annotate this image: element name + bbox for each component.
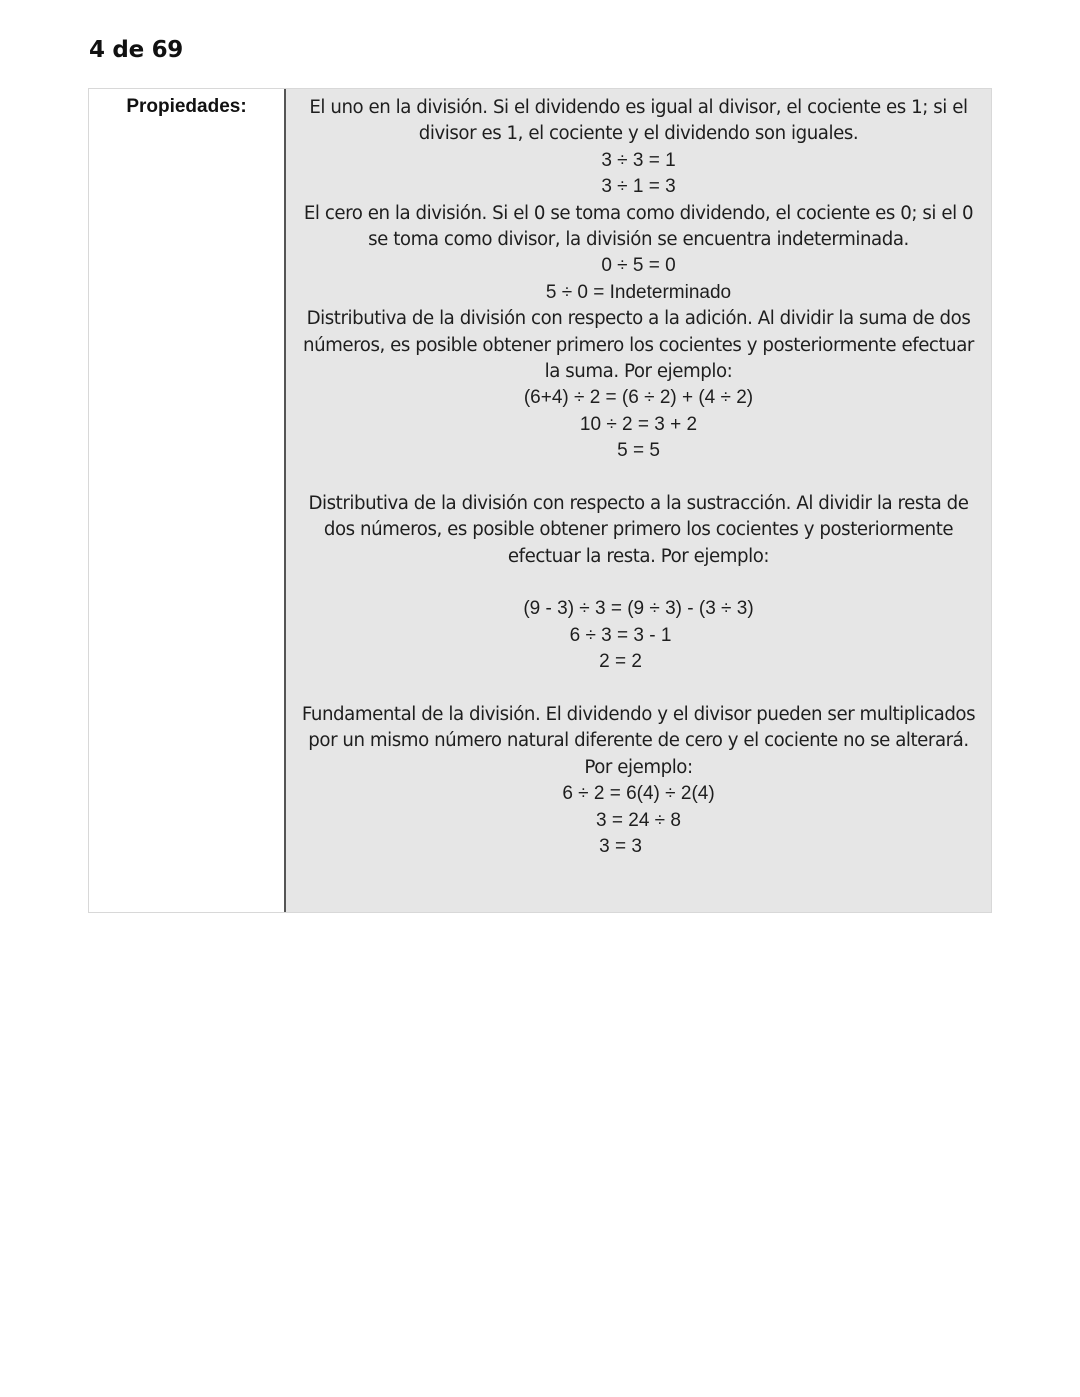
formula: 6 ÷ 2 = 6(4) ÷ 2(4): [562, 783, 715, 805]
property-text: Fundamental de la división. El dividendo y el divisor pueden ser multiplicados: [301, 703, 976, 725]
formula: 2 = 2: [599, 651, 642, 673]
formula: (9 - 3) ÷ 3 = (9 ÷ 3) - (3 ÷ 3): [523, 598, 754, 620]
property-fundamental: [286, 702, 991, 860]
property-text: divisor es 1, el cociente y el dividendo son iguales.: [418, 123, 859, 145]
formula: 0 ÷ 5 = 0: [601, 255, 676, 277]
property-text: efectuar la resta. Por ejemplo:: [507, 545, 770, 567]
spacer: [286, 570, 991, 596]
formula: 6 ÷ 3 = 3 - 1: [569, 624, 672, 646]
property-distributiva-sustraccion: [286, 491, 991, 676]
property-text: Por ejemplo:: [584, 756, 693, 778]
spacer: [286, 464, 991, 490]
property-text: dos números, es posible obtener primero los cocientes y posteriormente: [323, 519, 954, 541]
property-text: Distributiva de la división con respecto a la sustracción. Al dividir la resta de: [308, 492, 969, 514]
property-text: la suma. Por ejemplo:: [544, 360, 733, 382]
properties-label: Propiedades:: [126, 96, 247, 117]
formula: 5 = 5: [617, 440, 660, 462]
content-cell: [286, 89, 991, 912]
properties-table: [88, 88, 992, 913]
formula: 3 = 3: [599, 835, 642, 857]
label-cell: [89, 89, 286, 912]
formula: 5 ÷ 0 = Indeterminado: [545, 281, 732, 303]
property-cero: [286, 201, 991, 307]
property-text: El cero en la división. Si el 0 se toma como dividendo, el cociente es 0; si el 0: [303, 202, 974, 224]
property-text: números, es posible obtener primero los cocientes y posteriormente efectuar: [303, 334, 974, 356]
page-indicator: 4 de 69: [89, 37, 183, 63]
property-distributiva-adicion: [286, 306, 991, 464]
formula: 10 ÷ 2 = 3 + 2: [579, 413, 698, 435]
property-uno: [286, 95, 991, 201]
formula: 3 ÷ 3 = 1: [601, 149, 676, 171]
formula: 3 = 24 ÷ 8: [596, 809, 681, 831]
spacer: [286, 676, 991, 702]
formula: 3 ÷ 1 = 3: [601, 176, 676, 198]
property-text: por un mismo número natural diferente de cero y el cociente no se alterará.: [308, 730, 969, 752]
formula: (6+4) ÷ 2 = (6 ÷ 2) + (4 ÷ 2): [523, 387, 754, 409]
property-text: se toma como divisor, la división se encuentra indeterminada.: [368, 228, 909, 250]
property-text: Distributiva de la división con respecto a la adición. Al dividir la suma de dos: [306, 308, 971, 330]
property-text: El uno en la división. Si el dividendo es igual al divisor, el cociente es 1; si el: [309, 97, 968, 118]
